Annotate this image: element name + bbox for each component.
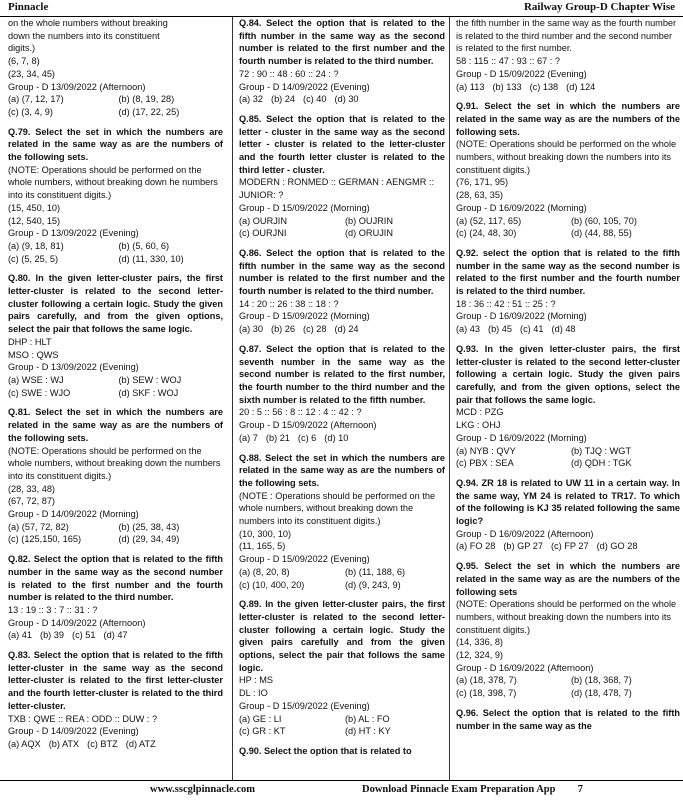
question-block — [456, 17, 680, 93]
question-line: (12, 324, 9) — [456, 650, 503, 661]
column-1 — [8, 17, 223, 780]
page-footer — [0, 780, 683, 800]
answer-option: (c) (10, 400, 20) — [239, 579, 305, 590]
answer-option: (b) (25, 38, 43) — [118, 521, 180, 532]
answer-option: (a) 32 — [239, 94, 264, 105]
answer-option: (c) 51 — [72, 630, 96, 641]
question-block — [456, 100, 680, 240]
options-row — [8, 629, 223, 642]
question-line: down the numbers into its constituent — [8, 30, 160, 41]
question-block — [8, 272, 223, 399]
app-promo: Download Pinnacle Exam Preparation App — [362, 784, 556, 795]
question-line: (28, 33, 48) — [8, 483, 55, 494]
answer-option: (a) (18, 378, 7) — [456, 675, 517, 686]
question-line: 18 : 36 :: 42 : 51 :: 25 : ? — [456, 298, 556, 309]
exam-session: Group - D 15/09/2022 (Morning) — [239, 202, 370, 213]
question-line: (10, 300, 10) — [239, 528, 292, 539]
exam-session: Group - D 14/09/2022 (Evening) — [8, 726, 139, 737]
question-text: Q.79. Select the set in which the numbers are related in the same way as are the numbers of the following sets. — [8, 126, 223, 163]
answer-option: (d) GO 28 — [596, 541, 638, 552]
answer-option: (a) 113 — [456, 81, 485, 92]
answer-option: (b) GP 27 — [503, 541, 543, 552]
question-line: DL : IO — [239, 688, 268, 699]
question-text: Q.95. Select the set in which the numbers are related in the same way as are the numbers of the following sets — [456, 561, 680, 597]
question-text: Q.93. In the given letter-cluster pairs, the first letter-cluster is related to the second letter-cluster following a certain logic. Study the given pairs carefully, and from the given options, select the pair that follows the same logic. — [456, 343, 680, 405]
options-row — [456, 323, 680, 336]
question-line: HP : MS — [239, 675, 274, 686]
answer-option: (d) 10 — [324, 432, 349, 443]
exam-session: Group - D 14/09/2022 (Afternoon) — [8, 617, 146, 628]
column-2 — [232, 17, 445, 780]
question-line: (76, 171, 95) — [456, 177, 509, 188]
answer-option: (a) 7 — [239, 432, 258, 443]
answer-option: (b) 133 — [492, 81, 522, 92]
answer-option: (a) (9, 18, 81) — [8, 240, 64, 251]
answer-option: (c) GR : KT — [239, 726, 286, 737]
answer-option: (a) 30 — [239, 324, 264, 335]
question-text: Q.92. select the option that is related to the fifth number in the same way as the second number is related to the first number and the fourth number is related to the third number. — [456, 247, 680, 297]
question-line: digits.) — [8, 43, 36, 54]
answer-option: (a) AQX — [8, 738, 41, 749]
column-3 — [449, 17, 680, 780]
page-number: 7 — [577, 784, 583, 795]
question-block — [239, 113, 445, 240]
answer-option: (d) (17, 22, 25) — [118, 106, 180, 117]
question-block — [456, 247, 680, 336]
book-title: Railway Group-D Chapter Wise — [523, 1, 675, 13]
answer-option: (b) (11, 188, 6) — [345, 566, 406, 577]
answer-option: (d) ORUJIN — [345, 228, 393, 239]
options-grid — [239, 713, 445, 738]
answer-option: (c) (5, 25, 5) — [8, 253, 59, 264]
question-text: Q.81. Select the set in which the numbers are related in the same way as are the numbers of the following sets. — [8, 407, 223, 443]
options-row — [456, 540, 680, 553]
question-line: LKG : OHJ — [456, 420, 501, 431]
answer-option: (b) (8, 19, 28) — [118, 94, 175, 105]
question-line: (11, 165, 5) — [239, 541, 286, 552]
exam-session: Group - D 13/09/2022 (Evening) — [8, 228, 139, 239]
exam-session: Group - D 15/09/2022 (Afternoon) — [239, 420, 377, 431]
answer-option: (a) 43 — [456, 324, 481, 335]
answer-option: (a) FO 28 — [456, 541, 496, 552]
question-line: TXB : QWE :: REA : ODD :: DUW : ? — [8, 713, 158, 724]
answer-option: (d) (11, 330, 10) — [118, 253, 184, 264]
question-line: (NOTE: Operations should be performed on the whole numbers, without breaking down the numbers into its constituent digits.) — [8, 445, 221, 481]
exam-session: Group - D 16/09/2022 (Afternoon) — [456, 528, 594, 539]
question-line: (NOTE: Operations should be performed on the whole numbers, without breaking down the numbers into its constituent digits.) — [456, 139, 677, 175]
options-row — [456, 81, 680, 94]
exam-session: Group - D 16/09/2022 (Morning) — [456, 432, 587, 443]
exam-session: Group - D 15/09/2022 (Morning) — [239, 311, 370, 322]
question-line: (NOTE: Operations should be performed on the whole numbers, without breaking down the numbers into its constituent digits.) — [456, 599, 677, 635]
question-block — [8, 649, 223, 751]
answer-option: (d) 124 — [566, 81, 596, 92]
answer-option: (b) (60, 105, 70) — [571, 215, 637, 226]
question-line: (14, 336, 8) — [456, 637, 503, 648]
question-text: Q.87. Select the option that is related to the seventh number in the same way as the second number is related to the first number, the fourth number to the third number and the sixth number is related to the fifth number. — [239, 343, 445, 405]
answer-option: (b) 26 — [271, 324, 296, 335]
answer-option: (a) OURJIN — [239, 215, 287, 226]
answer-option: (c) 138 — [529, 81, 559, 92]
question-block — [456, 477, 680, 553]
answer-option: (d) 24 — [334, 324, 359, 335]
page-header — [0, 0, 683, 17]
answer-option: (d) HT : KY — [345, 726, 391, 737]
answer-option: (c) PBX : SEA — [456, 458, 514, 469]
question-block — [239, 247, 445, 336]
answer-option: (b) (18, 368, 7) — [571, 675, 632, 686]
options-grid — [8, 374, 223, 399]
options-grid — [239, 215, 445, 240]
question-block — [456, 560, 680, 700]
question-line: MCD : PZG — [456, 407, 504, 418]
question-line: 20 : 5 :: 56 : 8 :: 12 : 4 :: 42 : ? — [239, 407, 362, 418]
answer-option: (d) 48 — [551, 324, 576, 335]
question-line: MODERN : RONMED :: GERMAN : AENGMR :: JUNIOR: ? — [239, 177, 434, 201]
question-block — [456, 343, 680, 470]
answer-option: (c) (3, 4, 9) — [8, 106, 53, 117]
options-grid — [239, 566, 445, 591]
exam-session: Group - D 14/09/2022 (Evening) — [239, 81, 370, 92]
question-block — [239, 598, 445, 738]
question-text: Q.86. Select the option that is related to the fifth number in the same way as the second number is related to the first number and the fourth number is related to the third number. — [239, 247, 445, 297]
question-text: Q.80. In the given letter-cluster pairs, the first letter-cluster is related to the second letter-cluster following a certain logic. Study the given pairs carefully, and from the given options, select the pair that follows the same logic. — [8, 273, 223, 335]
question-line: DHP : HLT — [8, 336, 52, 347]
exam-session: Group - D 16/09/2022 (Afternoon) — [456, 662, 594, 673]
question-text: Q.84. Select the option that is related to the fifth number in the same way as the second number is related to the first number and the fourth number is related to the third number. — [239, 18, 445, 67]
answer-option: (b) 21 — [265, 432, 290, 443]
answer-option: (d) QDH : TGK — [571, 458, 632, 469]
answer-option: (b) 45 — [488, 324, 513, 335]
exam-session: Group - D 15/09/2022 (Evening) — [239, 700, 370, 711]
answer-option: (c) 40 — [303, 94, 327, 105]
options-grid — [8, 240, 223, 265]
options-grid — [8, 521, 223, 546]
question-line: (12, 540, 15) — [8, 215, 61, 226]
question-line: (28, 63, 35) — [456, 190, 503, 201]
question-text: Q.85. Select the option that is related to the letter - cluster in the same way as the second letter - cluster is related to the letter-cluster and the fourth letter cluster is related to the third letter - cluster. — [239, 113, 445, 175]
options-grid — [456, 215, 680, 240]
question-text: Q.89. In the given letter-cluster pairs, the first letter-cluster is related to the second letter-cluster following a certain logic. Study the given pairs carefully and from the given options, select the pair that follows the same logic. — [239, 599, 445, 673]
answer-option: (c) 28 — [303, 324, 327, 335]
question-text: Q.88. Select the set in which the numbers are related in the same way as are the numbers of the following sets. — [239, 452, 445, 488]
answer-option: (d) (44, 88, 55) — [571, 228, 632, 239]
question-line: 13 : 19 :: 3 : 7 :: 31 : ? — [8, 604, 98, 615]
question-line: (15, 450, 10) — [8, 202, 61, 213]
question-text: Q.91. Select the set in which the numbers are related in the same way as are the numbers of the following sets. — [456, 101, 680, 137]
answer-option: (c) SWE : WJO — [8, 387, 71, 398]
question-text: the fifth number in the same way as the fourth number is related to the third number and the second number is related to the first number. — [456, 18, 677, 54]
question-line: (NOTE : Operations should be performed on the whole numbers, without breaking down the numbers into its constituent digits.) — [239, 490, 436, 527]
question-line: 72 : 90 :: 48 : 60 :: 24 : ? — [239, 68, 339, 79]
answer-option: (c) (18, 398, 7) — [456, 688, 517, 699]
question-line: MSO : QWS — [8, 349, 59, 360]
website-link[interactable]: www.sscglpinnacle.com — [150, 784, 255, 795]
answer-option: (c) OURJNI — [239, 228, 287, 239]
question-block — [239, 17, 445, 106]
answer-option: (c) (125,150, 165) — [8, 534, 82, 545]
exam-session: Group - D 15/09/2022 (Evening) — [239, 554, 370, 565]
answer-option: (b) SEW : WOJ — [118, 374, 182, 385]
answer-option: (b) 24 — [271, 94, 296, 105]
answer-option: (a) 41 — [8, 630, 33, 641]
question-block — [456, 707, 680, 732]
question-text: Q.82. Select the option that is related to the fifth number in the same way as the second number is related to the first number and the fourth number is related to the third number. — [8, 554, 223, 603]
exam-session: Group - D 15/09/2022 (Evening) — [456, 68, 587, 79]
exam-session: Group - D 13/09/2022 (Afternoon) — [8, 81, 146, 92]
question-text: Q.90. Select the option that is related to — [239, 745, 412, 756]
options-row — [239, 323, 445, 336]
answer-option: (c) BTZ — [87, 738, 118, 749]
answer-option: (a) (57, 72, 82) — [8, 521, 69, 532]
answer-option: (d) SKF : WOJ — [118, 387, 179, 398]
question-block — [8, 553, 223, 642]
question-text: on the whole numbers without breaking — [8, 18, 168, 28]
options-row — [239, 93, 445, 106]
exam-session: Group - D 13/09/2022 (Evening) — [8, 362, 139, 373]
options-row — [239, 432, 445, 445]
question-text: Q.94. ZR 18 is related to UW 11 in a certain way. In the same way, YM 24 is related to TR17. To which of the following is KJ 35 related following the same logic? — [456, 477, 680, 527]
options-grid — [456, 445, 680, 470]
answer-option: (a) GE : LI — [239, 713, 282, 724]
publisher-name: Pinnacle — [8, 1, 49, 13]
answer-option: (a) (8, 20, 8) — [239, 566, 290, 577]
question-block — [239, 745, 445, 758]
answer-option: (c) (24, 48, 30) — [456, 228, 517, 239]
question-block — [239, 452, 445, 592]
answer-option: (c) 41 — [520, 324, 544, 335]
answer-option: (b) 39 — [40, 630, 65, 641]
options-row — [8, 738, 223, 751]
answer-option: (d) (9, 243, 9) — [345, 579, 401, 590]
question-block — [239, 343, 445, 445]
answer-option: (b) TJQ : WGT — [571, 445, 632, 456]
answer-option: (b) (5, 60, 6) — [118, 240, 170, 251]
question-text: Q.83. Select the option that is related to the fifth letter-cluster in the same way as the second letter-cluster is related to the first letter-cluster and the fourth letter-cluster is related to the third letter-cluster. — [8, 650, 223, 711]
question-line: 58 : 115 :: 47 : 93 :: 67 : ? — [456, 56, 561, 67]
answer-option: (b) ATX — [48, 738, 80, 749]
exam-session: Group - D 14/09/2022 (Morning) — [8, 509, 139, 520]
answer-option: (d) (18, 478, 7) — [571, 688, 632, 699]
answer-option: (d) (29, 34, 49) — [118, 534, 180, 545]
question-line: (NOTE: Operations should be performed on the whole numbers, without breaking down he numbers into its constituent digits.) — [8, 164, 218, 201]
question-block — [8, 17, 223, 119]
exam-session: Group - D 16/09/2022 (Morning) — [456, 311, 587, 322]
answer-option: (a) WSE : WJ — [8, 374, 64, 385]
options-grid — [456, 674, 680, 699]
answer-option: (a) (52, 117, 65) — [456, 215, 522, 226]
question-line: (23, 34, 45) — [8, 68, 55, 79]
answer-option: (b) OUJRIN — [345, 215, 393, 226]
answer-option: (a) (7, 12, 17) — [8, 94, 64, 105]
question-block — [8, 406, 223, 546]
answer-option: (d) 30 — [334, 94, 359, 105]
question-text: Q.96. Select the option that is related to the fifth number in the same way as the — [456, 707, 680, 731]
answer-option: (c) FP 27 — [550, 541, 589, 552]
question-line: (67, 72, 87) — [8, 496, 55, 507]
answer-option: (a) NYB : QVY — [456, 445, 516, 456]
options-grid — [8, 93, 223, 118]
answer-option: (d) ATZ — [125, 738, 156, 749]
answer-option: (b) AL : FO — [345, 713, 390, 724]
question-line: 14 : 20 :: 26 : 38 :: 18 : ? — [239, 298, 339, 309]
answer-option: (d) 47 — [103, 630, 128, 641]
exam-session: Group - D 16/09/2022 (Morning) — [456, 202, 587, 213]
answer-option: (c) 6 — [297, 432, 317, 443]
question-block — [8, 126, 223, 266]
question-line: (6, 7, 8) — [8, 56, 40, 67]
